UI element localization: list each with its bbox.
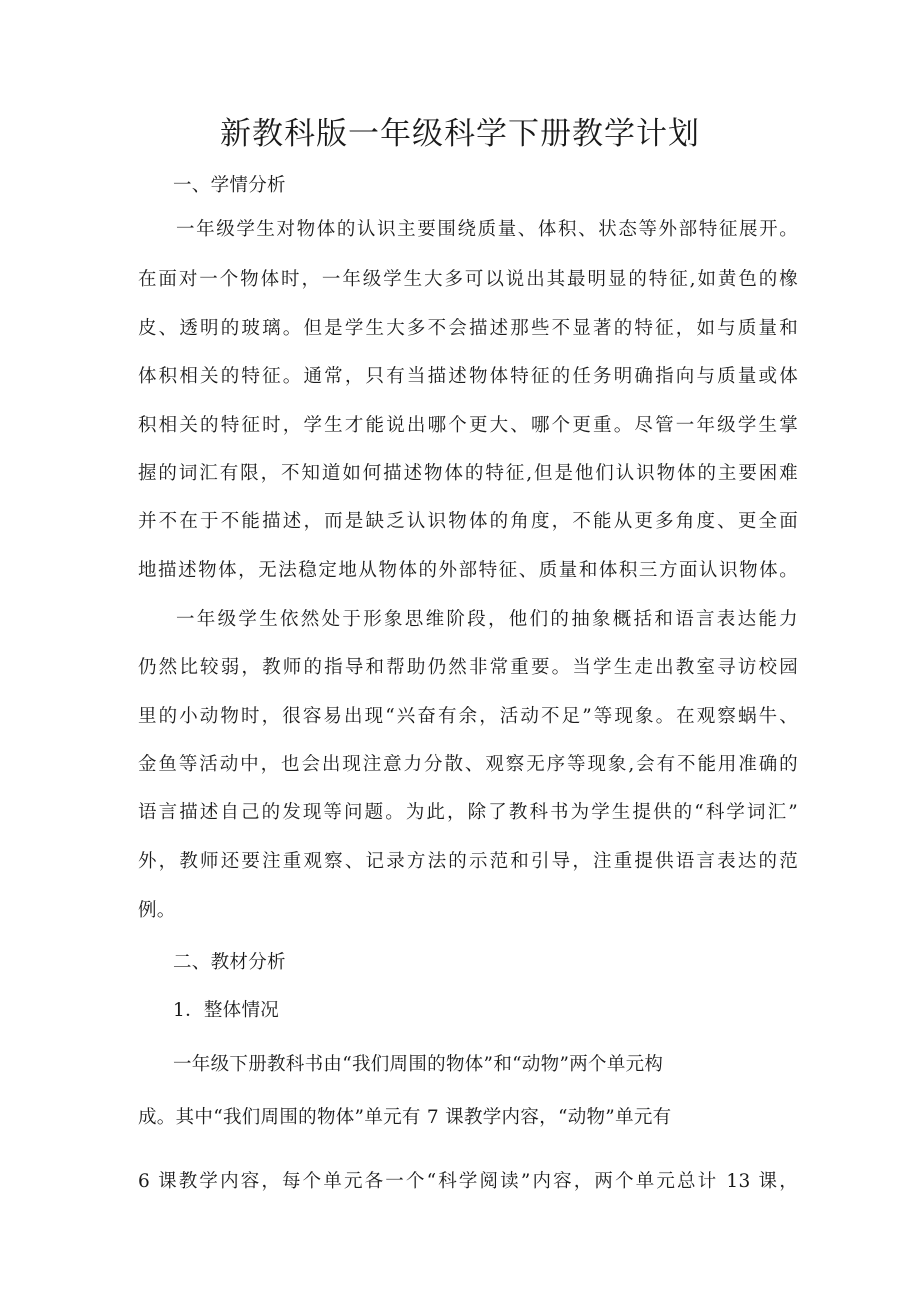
paragraph-line: 地描述物体，无法稳定地从物体的外部特征、质量和体积三方面认识物体。 xyxy=(138,560,798,581)
paragraph-line: 一年级下册教科书由“我们周围的物体”和“动物”两个单元构 xyxy=(173,1054,664,1075)
paragraph-line: 在面对一个物体时，一年级学生大多可以说出其最明显的特征,如黄色的橡 xyxy=(138,269,798,290)
paragraph-line: 语言描述自己的发现等问题。为此，除了教科书为学生提供的“科学词汇” xyxy=(138,802,798,823)
paragraph-line: 例。 xyxy=(138,900,176,921)
paragraph-line: 体积相关的特征。通常，只有当描述物体特征的任务明确指向与质量或体 xyxy=(138,366,798,387)
paragraph-line: 外，教师还要注重观察、记录方法的示范和引导，注重提供语言表达的范 xyxy=(138,851,798,872)
paragraph-line: 握的词汇有限，不知道如何描述物体的特征,但是他们认识物体的主要困难 xyxy=(138,463,798,484)
paragraph-line: 积相关的特征时，学生才能说出哪个更大、哪个更重。尽管一年级学生掌 xyxy=(138,415,798,436)
section-heading-textbook-analysis: 二、教材分析 xyxy=(173,952,286,973)
paragraph-line: 皮、透明的玻璃。但是学生大多不会描述那些不显著的特征，如与质量和 xyxy=(138,318,798,339)
subsection-heading-overall: 1．整体情况 xyxy=(173,1000,280,1021)
paragraph-line: 一年级学生依然处于形象思维阶段，他们的抽象概括和语言表达能力 xyxy=(176,609,798,630)
paragraph-line: 成。其中“我们周围的物体”单元有 7 课教学内容，“动物”单元有 xyxy=(138,1107,672,1128)
document-title: 新教科版一年级科学下册教学计划 xyxy=(220,116,700,152)
paragraph-line: 金鱼等活动中，也会出现注意力分散、观察无序等现象,会有不能用准确的 xyxy=(138,754,798,775)
paragraph-line: 并不在于不能描述，而是缺乏认识物体的角度，不能从更多角度、更全面 xyxy=(138,511,798,532)
section-heading-learning-analysis: 一、学情分析 xyxy=(173,175,286,196)
paragraph-line: 仍然比较弱，教师的指导和帮助仍然非常重要。当学生走出教室寻访校园 xyxy=(138,657,798,678)
paragraph-line: 一年级学生对物体的认识主要围绕质量、体积、状态等外部特征展开。 xyxy=(176,219,798,240)
paragraph-line: 6 课教学内容，每个单元各一个“科学阅读”内容，两个单元总计 13 课， xyxy=(138,1171,798,1192)
paragraph-line: 里的小动物时，很容易出现“兴奋有余，活动不足”等现象。在观察蜗牛、 xyxy=(138,706,798,727)
